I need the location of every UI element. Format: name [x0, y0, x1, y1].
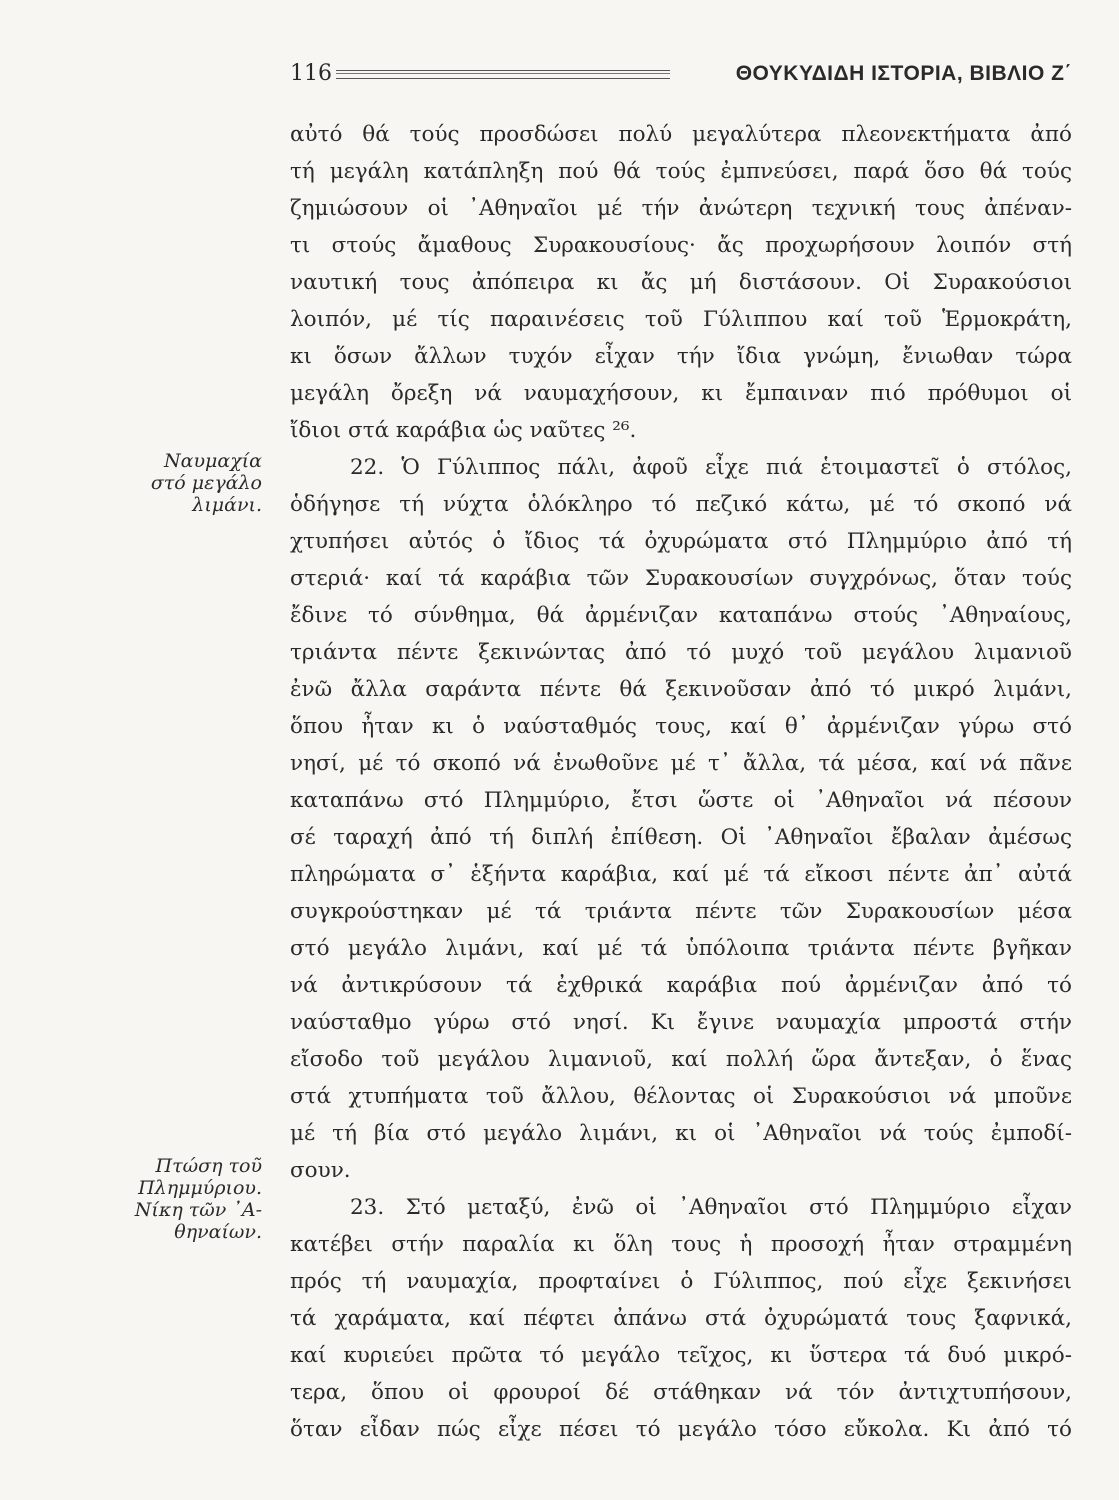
margin-note-fall-of-plemmyrion [100, 1155, 262, 1243]
text-line: νησί, μέ τό σκοπό νά ἑνωθοῦνε μέ τ᾽ ἄλλα, τά μέσα, καί νά πᾶνε [290, 751, 1072, 776]
text-line: στό μεγάλο λιμάνι, καί μέ τά ὑπόλοιπα τριάντα πέντε βγῆκαν [290, 936, 1072, 961]
text-line: τή μεγάλη κατάπληξη πού θά τούς ἐμπνεύσει, παρά ὅσο θά τούς [290, 159, 1072, 184]
text-line: σουν. [290, 1158, 351, 1183]
body-text [290, 116, 1072, 1448]
text-line: εἴσοδο τοῦ μεγάλου λιμανιοῦ, καί πολλή ὥρα ἄντεξαν, ὁ ἕνας [290, 1047, 1072, 1072]
text-line: μέ τή βία στό μεγάλο λιμάνι, κι οἱ ᾽Αθηναῖοι νά τούς ἐμποδί- [290, 1121, 1072, 1146]
running-title: ΘΟΥΚΥΔΙΔΗ ΙΣΤΟΡΙΑ, ΒΙΒΛΙΟ Ζ΄ [735, 62, 1072, 85]
margin-note-line: θηναίων. [174, 1221, 262, 1243]
margin-note-sea-battle [100, 450, 262, 516]
text-line: ναυτική τους ἀπόπειρα κι ἄς μή διστάσουν. Οἱ Συρακούσιοι [290, 270, 1072, 295]
text-line: σέ ταραχή ἀπό τή διπλή ἐπίθεση. Οἱ ᾽Αθηναῖοι ἔβαλαν ἀμέσως [290, 825, 1072, 850]
text-line: ἴδιοι στά καράβια ὡς ναῦτες ²⁶. [290, 418, 637, 443]
text-line: στά χτυπήματα τοῦ ἄλλου, θέλοντας οἱ Συρακούσιοι νά μποῦνε [290, 1084, 1072, 1109]
text-line: τριάντα πέντε ξεκινώντας ἀπό τό μυχό τοῦ μεγάλου λιμανιοῦ [290, 640, 1072, 665]
text-line: συγκρούστηκαν μέ τά τριάντα πέντε τῶν Συρακουσίων μέσα [290, 899, 1072, 924]
text-line: τι στούς ἄμαθους Συρακουσίους· ἄς προχωρήσουν λοιπόν στή [290, 233, 1072, 258]
section-23-start: 23. Στό μεταξύ, ἐνῶ οἱ ᾽Αθηναῖοι στό Πλημμύριο εἶχαν [350, 1195, 1072, 1220]
text-line: καί κυριεύει πρῶτα τό μεγάλο τεῖχος, κι ὕστερα τά δυό μικρό- [290, 1343, 1072, 1368]
text-line: ἐνῶ ἄλλα σαράντα πέντε θά ξεκινοῦσαν ἀπό τό μικρό λιμάνι, [290, 677, 1072, 702]
text-line: αὐτό θά τούς προσδώσει πολύ μεγαλύτερα πλεονεκτήματα ἀπό [290, 122, 1072, 147]
text-line: μεγάλη ὄρεξη νά ναυμαχήσουν, κι ἔμπαιναν πιό πρόθυμοι οἱ [290, 381, 1072, 406]
page-header [290, 58, 1072, 90]
text-line: χτυπήσει αὐτός ὁ ἴδιος τά ὀχυρώματα στό Πλημμύριο ἀπό τή [290, 529, 1072, 554]
margin-note-line: Πλημμύριου. [138, 1177, 262, 1199]
text-line: ναύσταθμο γύρω στό νησί. Κι ἔγινε ναυμαχία μπροστά στήν [290, 1010, 1072, 1035]
margin-note-line: Νίκη τῶν ᾽Α- [134, 1199, 262, 1221]
text-line: τερα, ὅπου οἱ φρουροί δέ στάθηκαν νά τόν ἀντιχτυπήσουν, [290, 1380, 1072, 1405]
text-line: κι ὅσων ἄλλων τυχόν εἶχαν τήν ἴδια γνώμη, ἔνιωθαν τώρα [290, 344, 1072, 369]
text-line: ὅπου ἦταν κι ὁ ναύσταθμός τους, καί θ᾽ ἀρμένιζαν γύρω στό [290, 714, 1072, 739]
text-line: πληρώματα σ᾽ ἑξήντα καράβια, καί μέ τά εἴκοσι πέντε ἀπ᾽ αὐτά [290, 862, 1072, 887]
text-line: τά χαράματα, καί πέφτει ἀπάνω στά ὀχυρώματά τους ξαφνικά, [290, 1306, 1072, 1331]
text-line: ὅταν εἶδαν πώς εἶχε πέσει τό μεγάλο τόσο εὔκολα. Κι ἀπό τό [290, 1417, 1072, 1442]
section-22-start: 22. Ὁ Γύλιππος πάλι, ἀφοῦ εἶχε πιά ἑτοιμαστεῖ ὁ στόλος, [350, 455, 1072, 480]
text-line: καταπάνω στό Πλημμύριο, ἔτσι ὥστε οἱ ᾽Αθηναῖοι νά πέσουν [290, 788, 1072, 813]
margin-note-line: Πτώση τοῦ [155, 1155, 262, 1177]
text-line: ἔδινε τό σύνθημα, θά ἀρμένιζαν καταπάνω στούς ᾽Αθηναίους, [290, 603, 1072, 628]
text-line: ζημιώσουν οἱ ᾽Αθηναῖοι μέ τήν ἀνώτερη τεχνική τους ἀπέναν- [290, 196, 1072, 221]
text-line: νά ἀντικρύσουν τά ἐχθρικά καράβια πού ἀρμένιζαν ἀπό τό [290, 973, 1072, 998]
text-line: ὁδήγησε τή νύχτα ὁλόκληρο τό πεζικό κάτω, μέ τό σκοπό νά [290, 492, 1072, 517]
text-line: στεριά· καί τά καράβια τῶν Συρακουσίων συγχρόνως, ὅταν τούς [290, 566, 1072, 591]
margin-note-line: στό μεγάλο [150, 472, 262, 494]
text-line: κατέβει στήν παραλία κι ὅλη τους ἡ προσοχή ἦταν στραμμένη [290, 1232, 1072, 1257]
header-double-rule [336, 70, 670, 79]
text-line: λοιπόν, μέ τίς παραινέσεις τοῦ Γύλιππου καί τοῦ Ἑρμοκράτη, [290, 307, 1072, 332]
margin-note-line: λιμάνι. [192, 494, 262, 516]
text-line: πρός τή ναυμαχία, προφταίνει ὁ Γύλιππος, πού εἶχε ξεκινήσει [290, 1269, 1072, 1294]
page-number: 116 [290, 61, 332, 86]
margin-note-line: Ναυμαχία [164, 450, 262, 472]
